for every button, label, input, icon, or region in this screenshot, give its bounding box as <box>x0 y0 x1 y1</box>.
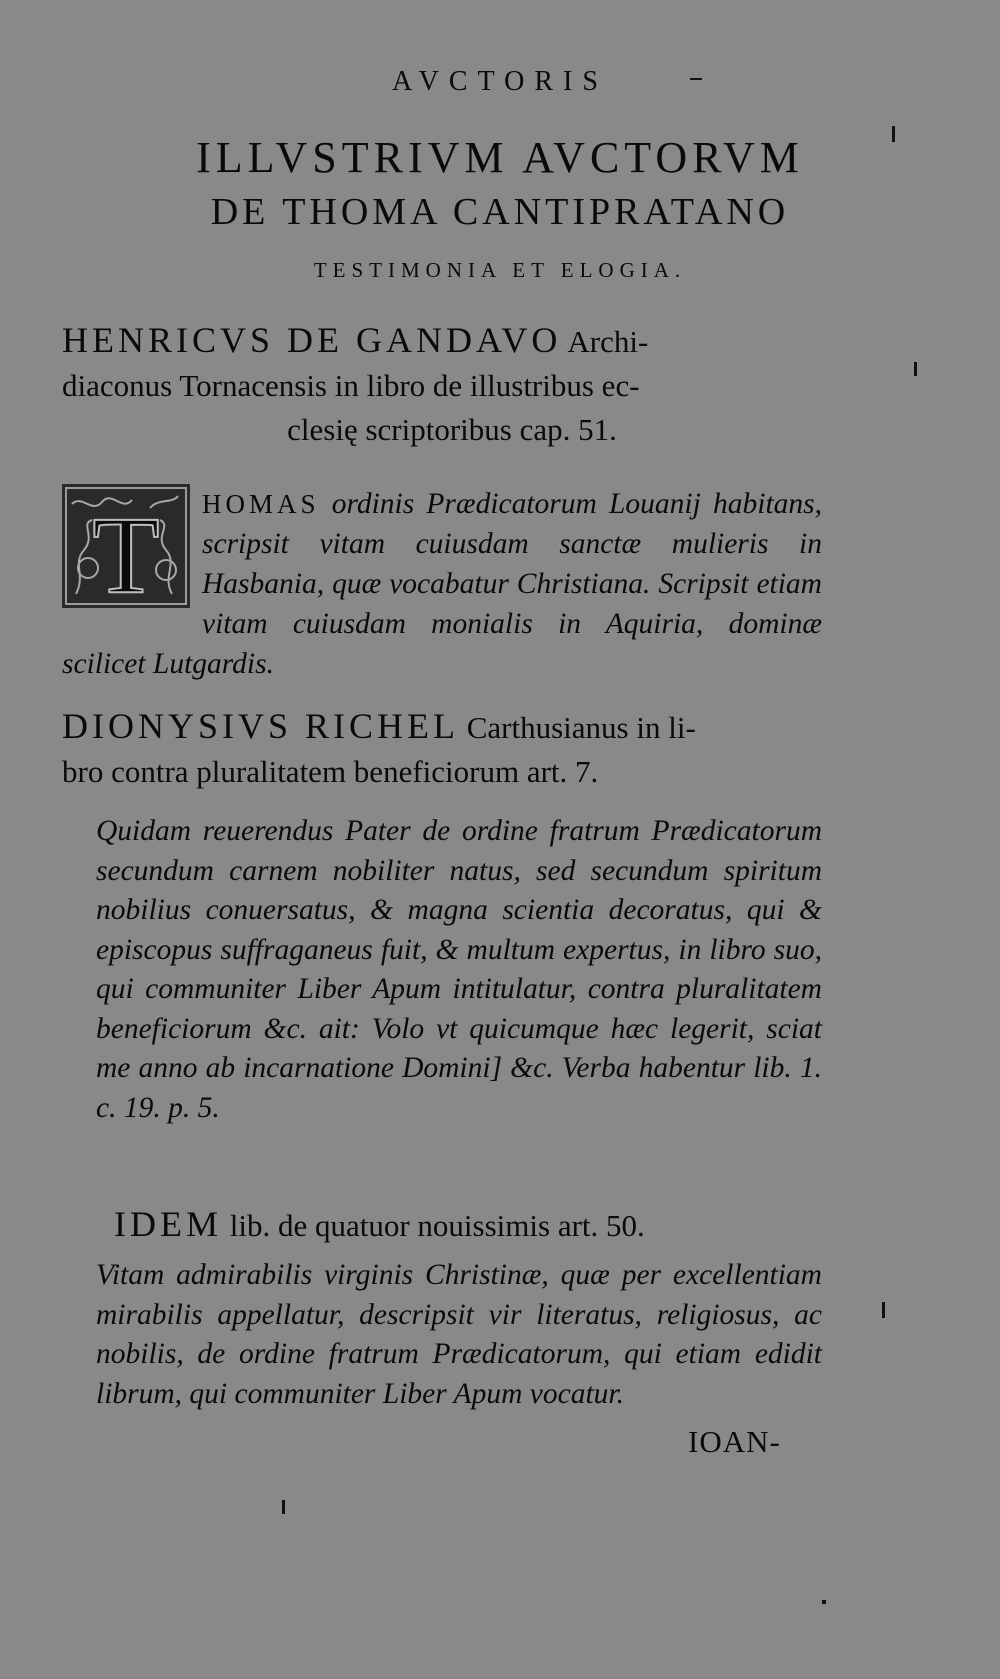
scan-artifact <box>914 362 917 376</box>
section-body-dionysius <box>62 812 822 1128</box>
scan-artifact <box>690 78 702 80</box>
scan-artifact <box>892 126 895 142</box>
decorated-initial-letter: T <box>92 494 160 608</box>
heading-line-2: bro contra pluralitatem beneficiorum art. 7. <box>62 754 599 789</box>
heading-line-3: clesię scriptoribus cap. 51. <box>287 412 617 447</box>
section-text: ordinis Prædicatorum Louanij habitans, scripsit vitam cuiusdam sanctæ mulieris in Hasbania, quæ vocabatur Christiana. Scripsit etiam vitam cuiusdam monialis in Aquiria, dominæ scilicet Lutgardis. <box>62 488 822 680</box>
heading-author-name: IDEM <box>114 1204 222 1244</box>
running-head: AVCTORIS <box>392 66 608 97</box>
first-word: HOMAS <box>202 489 320 519</box>
section-body-henricus <box>62 484 822 684</box>
heading-rest: Carthusianus in li- <box>459 710 696 745</box>
section-heading-henricus <box>62 318 842 452</box>
scan-artifact <box>822 1600 826 1604</box>
scan-artifact <box>282 1500 285 1514</box>
heading-rest: Archi- <box>561 324 649 359</box>
section-text: Vitam admirabilis virginis Christinæ, quæ per excellentiam mirabilis appellatur, descripsit vir literatus, religiosus, ac nobilis, de ordine fratrum Prædicatorum, qui etiam edidit librum, qui communiter Liber Apum vocatur. <box>96 1259 822 1410</box>
scan-artifact <box>882 1302 885 1318</box>
title-line-2: DE THOMA CANTIPRATANO <box>210 191 790 233</box>
title-line-3: TESTIMONIA ET ELOGIA. <box>313 258 687 282</box>
catchword: IOAN- <box>688 1424 781 1459</box>
heading-rest: lib. de quatuor nouissimis art. 50. <box>222 1208 645 1243</box>
decorated-initial-icon <box>62 484 190 608</box>
heading-line-2: diaconus Tornacensis in libro de illustribus ec- <box>62 368 640 403</box>
heading-author-name: DIONYSIVS RICHEL <box>62 706 459 746</box>
section-heading-idem <box>62 1202 842 1248</box>
section-heading-dionysius <box>62 704 842 794</box>
title-line-1: ILLVSTRIVM AVCTORVM <box>196 133 804 182</box>
section-text: Quidam reuerendus Pater de ordine fratrum Prædicatorum secundum carnem nobiliter natus, sed secundum spiritum nobilius conuersatus, & magna scientia decoratus, qui & episcopus suffraganeus fuit, & multum expertus, in libro suo, qui communiter Liber Apum intitulatur, contra pluralitatem beneficiorum &c. ait: Volo vt quicumque hæc legerit, sciat me anno ab incarnatione Domini] &c. Verba habentur lib. 1. c. 19. p. 5. <box>96 815 822 1124</box>
section-body-idem <box>62 1256 822 1414</box>
heading-author-name: HENRICVS DE GANDAVO <box>62 320 562 360</box>
